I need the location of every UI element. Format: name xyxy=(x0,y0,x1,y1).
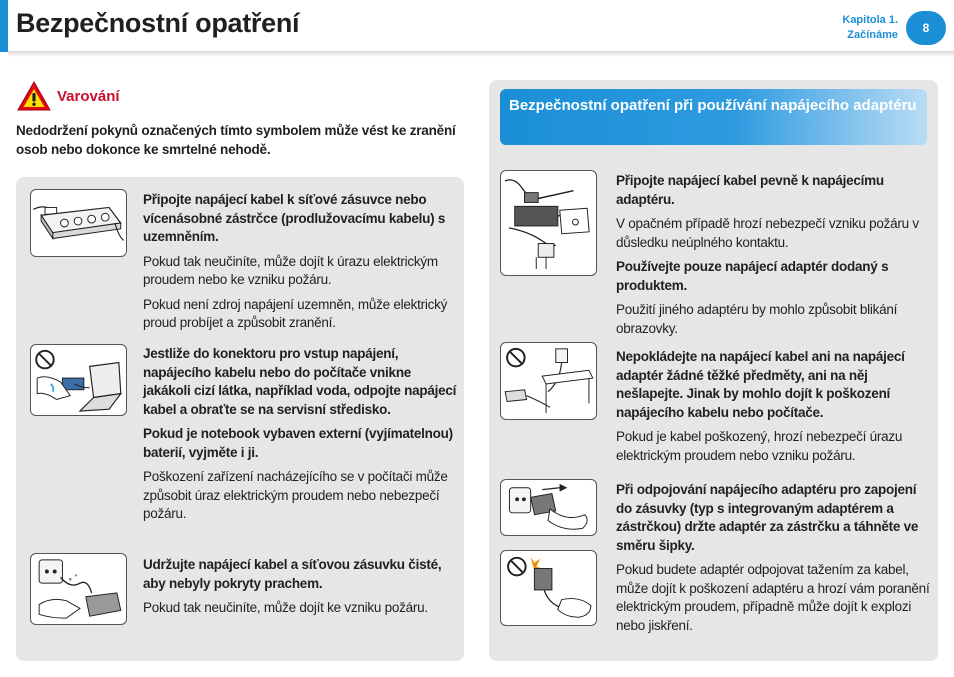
instruction-heading-2: Používejte pouze napájecí adaptér dodaný s produktem. xyxy=(616,259,889,293)
instruction-heading: Připojte napájecí kabel pevně k napájecímu adaptéru. xyxy=(616,173,884,207)
instruction-heading: Připojte napájecí kabel k síťové zásuvce nebo vícenásobné zástrčce (prodlužovacímu kabelu) s uzemněním. xyxy=(143,192,446,244)
instruction-grounded-outlet xyxy=(143,191,458,339)
header-accent-bar xyxy=(0,0,8,52)
warning-text: Nedodržení pokynů označených tímto symbolem může vést ke zranění osob nebo dokonce ke smrtelné nehodě. xyxy=(16,123,456,157)
chapter-number: Kapitola 1. xyxy=(842,14,898,26)
instruction-detail: V opačném případě hrozí nebezpečí vzniku požáru v důsledku neúplného kontaktu. xyxy=(616,216,919,250)
instruction-clean-outlet xyxy=(143,556,458,624)
adapter-section-title: Bezpečnostní opatření při používání napájecího adaptéru xyxy=(500,89,927,145)
instruction-heading: Jestliže do konektoru pro vstup napájení, napájecího kabelu nebo do počítače vnikne jakákoli cizí látka, například voda, odpojte napájecí kabel a obraťte se na servisní středisko. xyxy=(143,346,457,417)
instruction-detail: Poškození zařízení nacházejícího se v počítači může způsobit úraz elektrickým proudem nebo nebezpečí požáru. xyxy=(143,469,448,521)
instruction-detail: Pokud je kabel poškozený, hrozí nebezpečí úrazu elektrickým proudem nebo vzniku požáru. xyxy=(616,429,903,463)
adapter-connection-illustration xyxy=(500,170,597,276)
instruction-detail: Pokud tak neučiníte, může dojít ke vzniku požáru. xyxy=(143,600,428,615)
power-strip-illustration xyxy=(30,189,127,257)
instruction-foreign-substance xyxy=(143,345,458,530)
instruction-no-heavy-objects xyxy=(616,348,931,471)
instruction-secure-cable xyxy=(616,172,931,344)
warning-title: Varování xyxy=(57,88,120,105)
page-title: Bezpečnostní opatření xyxy=(16,8,300,38)
warning-triangle-icon xyxy=(16,80,52,112)
instruction-detail: Použití jiného adaptéru by mohlo způsobit blikání obrazovky. xyxy=(616,302,898,336)
instruction-heading: Nepokládejte na napájecí kabel ani na napájecí adaptér žádné těžké předměty, ani na něj nešlapejte. Jinak by mohlo dojít k poškození napájecího kabelu nebo počítače. xyxy=(616,349,905,420)
chapter-name: Začínáme xyxy=(847,29,898,41)
header-divider xyxy=(8,51,954,57)
page-number-badge: 8 xyxy=(906,11,946,45)
instruction-unplug-adapter xyxy=(616,481,931,641)
heavy-object-illustration xyxy=(500,342,597,420)
dusty-outlet-illustration xyxy=(30,553,127,625)
unplug-wrong-illustration xyxy=(500,550,597,626)
instruction-detail: Pokud není zdroj napájení uzemněn, může elektrický proud probíjet a způsobit zranění. xyxy=(143,296,448,330)
instruction-heading: Udržujte napájecí kabel a síťovou zásuvku čisté, aby nebyly pokryty prachem. xyxy=(143,557,442,591)
unplug-correct-illustration xyxy=(500,479,597,536)
instruction-detail: Pokud tak neučiníte, může dojít k úrazu elektrickým proudem nebo ke vzniku požáru. xyxy=(143,253,438,287)
instruction-heading: Při odpojování napájecího adaptéru pro zapojení do zásuvky (typ s integrovaným adaptérem a zástrčkou) držte adaptér za zástrčku a táhněte ve směru šipky. xyxy=(616,482,919,553)
laptop-liquid-illustration xyxy=(30,344,127,416)
instruction-heading-2: Pokud je notebook vybaven externí (vyjímatelnou) baterií, vyjměte i ji. xyxy=(143,426,453,460)
instruction-detail: Pokud budete adaptér odpojovat tažením za kabel, může dojít k poškození adaptéru a hrozí vám poranění elektrickým proudem, případně může dojít k explozi nebo jiskření. xyxy=(616,562,930,633)
chapter-label[interactable] xyxy=(842,13,898,43)
